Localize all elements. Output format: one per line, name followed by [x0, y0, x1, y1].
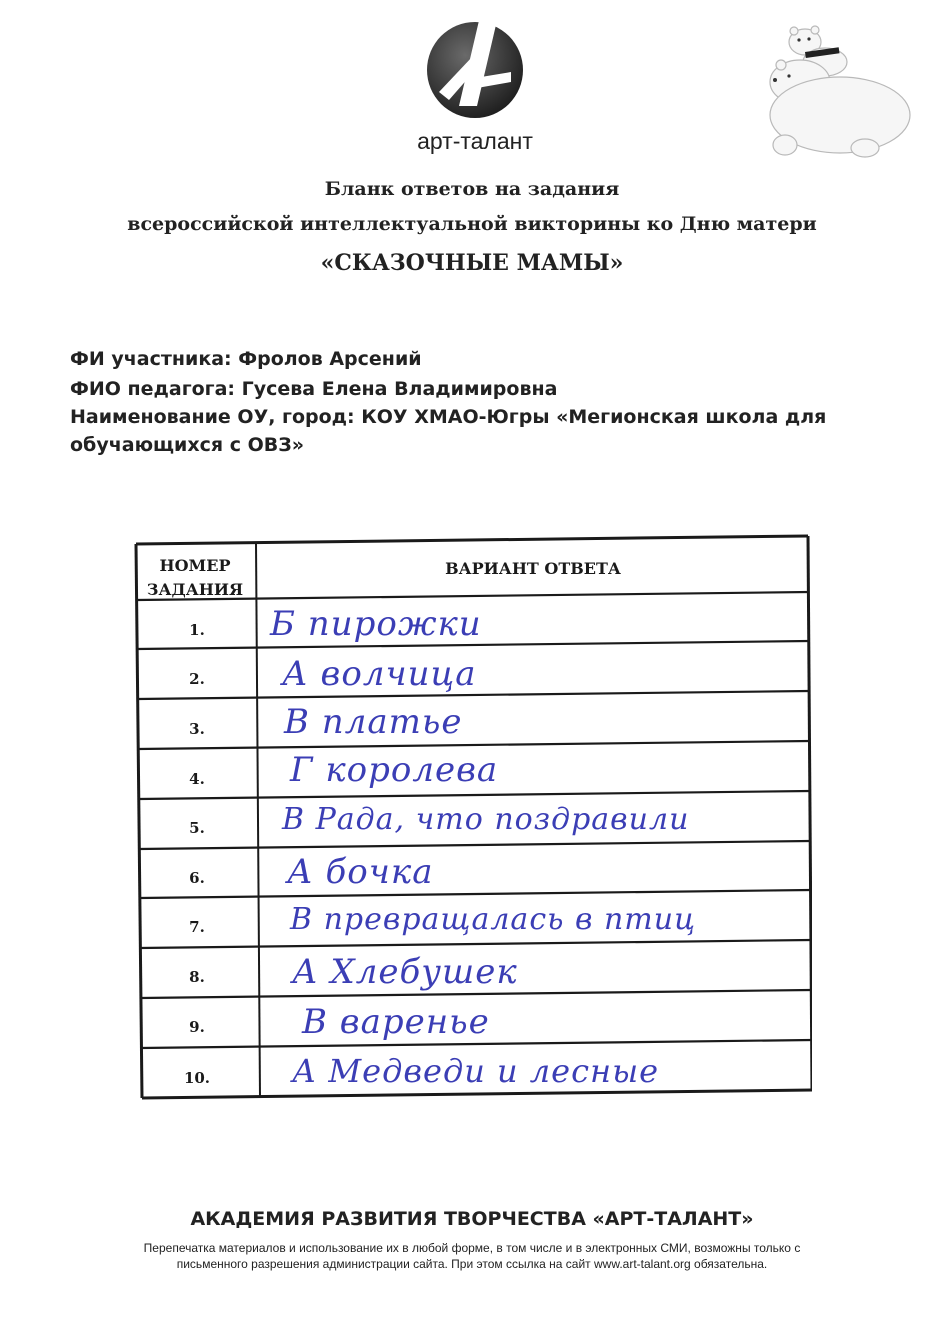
handwritten-answer: В платье — [284, 702, 463, 742]
brand-name: арт-талант — [417, 128, 533, 154]
form-subtitle: всероссийской интеллектуальной викторины ко Дню матери — [127, 213, 817, 235]
handwritten-answer: А Медведи и лесные — [292, 1052, 660, 1090]
academy-name: АКАДЕМИЯ РАЗВИТИЯ ТВОРЧЕСТВА «АРТ-ТАЛАНТ» — [190, 1208, 754, 1230]
handwritten-answer: Г королева — [290, 750, 499, 790]
handwritten-answer: А волчица — [282, 654, 477, 694]
logo-emblem-icon — [419, 8, 531, 126]
task-number: 7. — [189, 918, 205, 936]
column-header-number-line-1: НОМЕР — [159, 556, 231, 575]
copyright-notice — [90, 1240, 854, 1272]
polar-bears-illustration — [745, 20, 915, 160]
handwritten-answer: А бочка — [287, 852, 434, 892]
participant-name: ФИ участника: Фролов Арсений — [70, 348, 422, 370]
handwritten-answer: Б пирожки — [270, 604, 482, 644]
copyright-line-2: письменного разрешения администрации сайта. При этом ссылка на сайт www.art-talant.org обязательна. — [176, 1257, 768, 1271]
handwritten-answer: В варенье — [302, 1002, 490, 1042]
handwritten-answer: А Хлебушек — [292, 952, 518, 992]
school-name — [70, 403, 870, 459]
task-number: 5. — [189, 819, 205, 837]
handwritten-answer: В превращалась в птиц — [290, 902, 697, 937]
answers-table — [132, 534, 812, 1106]
form-title: Бланк ответов на задания — [324, 178, 620, 200]
handwritten-answer: В Рада, что поздравили — [282, 802, 690, 837]
task-number: 3. — [189, 720, 205, 738]
task-number: 6. — [189, 869, 205, 887]
task-number: 1. — [189, 621, 205, 639]
task-number: 9. — [189, 1018, 205, 1036]
copyright-line-1: Перепечатка материалов и использование их в любой форме, в том числе и в электронных СМИ, возможны только с — [143, 1241, 801, 1255]
task-number: 2. — [189, 670, 205, 688]
column-header-number-line-2: ЗАДАНИЯ — [146, 580, 244, 599]
quiz-name: «СКАЗОЧНЫЕ МАМЫ» — [320, 250, 624, 276]
column-header-answer: ВАРИАНТ ОТВЕТА — [445, 559, 621, 578]
school-name-line-2: обучающихся с ОВЗ» — [70, 434, 304, 456]
column-header-number — [136, 554, 254, 602]
task-number: 10. — [183, 1069, 211, 1087]
task-number: 4. — [189, 770, 205, 788]
task-number: 8. — [189, 968, 205, 986]
teacher-name: ФИО педагога: Гусева Елена Владимировна — [70, 378, 558, 400]
polar-bear-icon — [745, 20, 915, 160]
school-name-line-1: Наименование ОУ, город: КОУ ХМАО-Югры «Мегионская школа для — [70, 406, 827, 428]
